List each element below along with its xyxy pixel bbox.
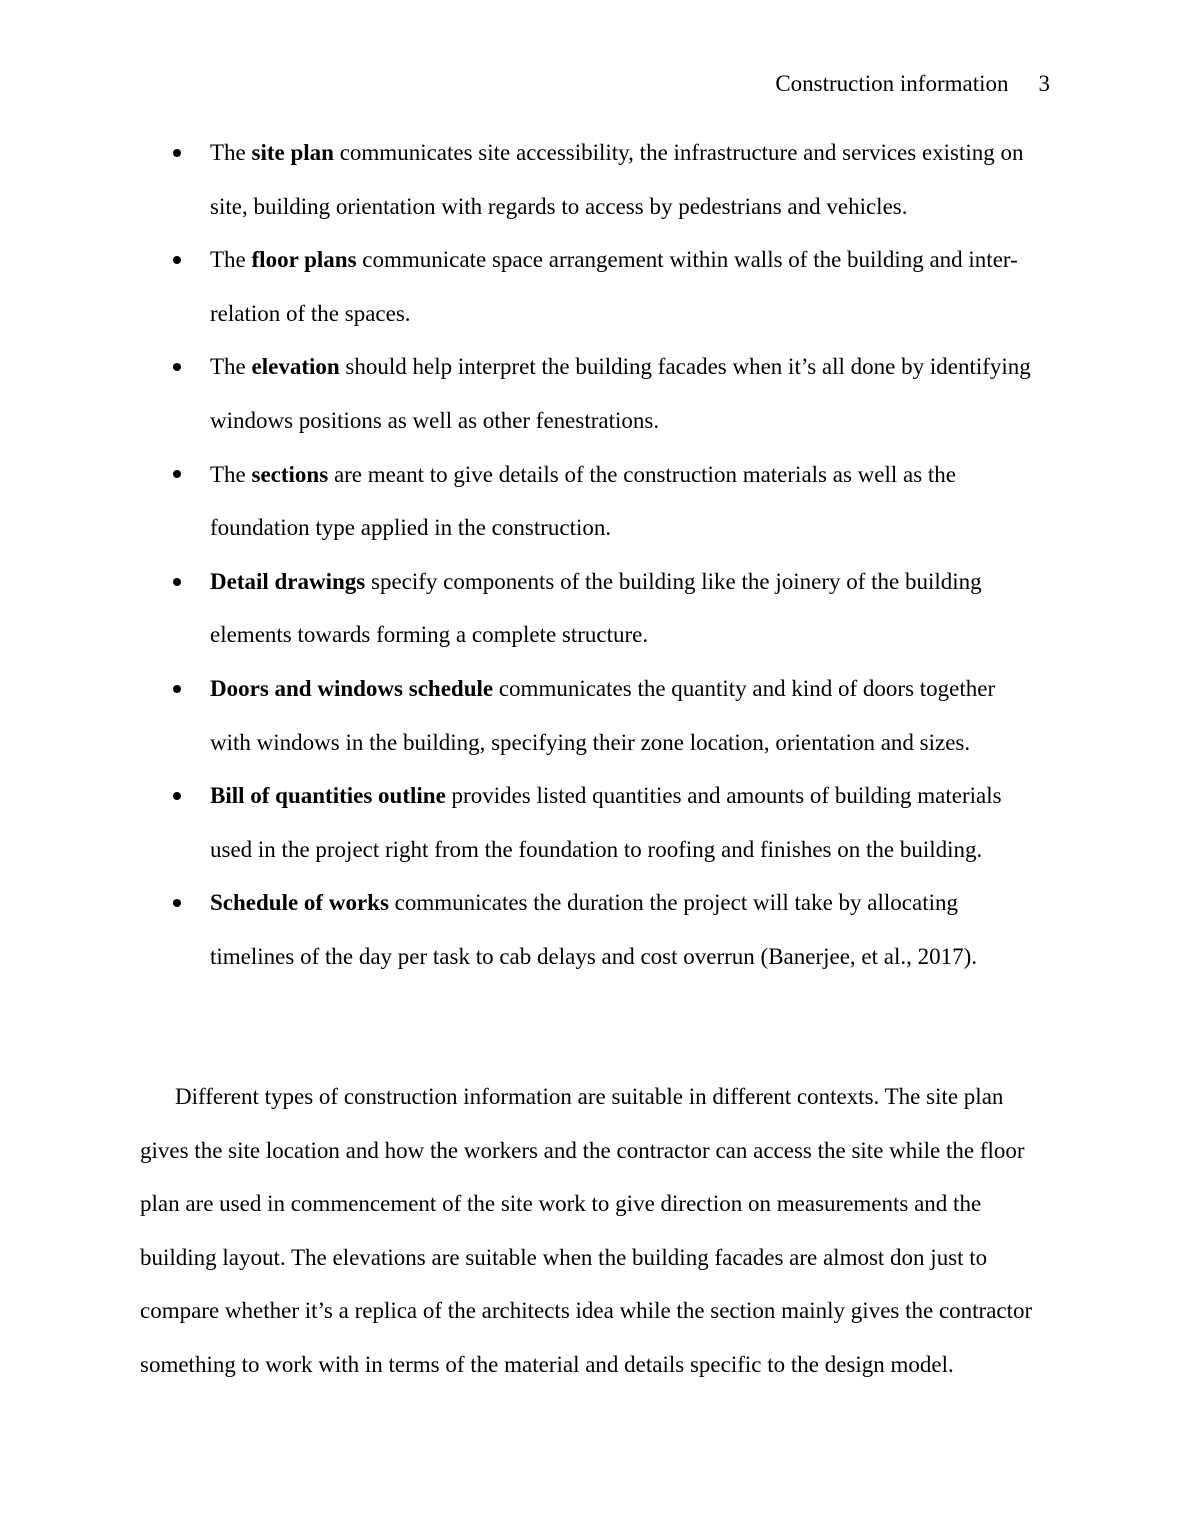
bullet-line	[210, 662, 995, 716]
bullet-icon	[173, 233, 187, 287]
bullet-line	[210, 876, 958, 930]
bullet-icon	[173, 662, 187, 716]
bullet-icon	[173, 340, 187, 394]
bullet-term: sections	[251, 461, 329, 487]
page-number: 3	[1038, 71, 1050, 96]
paragraph-line: gives the site location and how the workers and the contractor can access the site while the floor	[140, 1137, 1025, 1163]
paragraph-line: Different types of construction information are suitable in different contexts. The site plan	[175, 1084, 1004, 1109]
bullet-text: should help interpret the building facades when it’s all done by identifying	[339, 354, 1031, 380]
bullet-term: Schedule of works	[210, 890, 389, 916]
paragraph-line: something to work with in terms of the material and details specific to the design model.	[140, 1352, 954, 1377]
running-header	[775, 70, 1050, 98]
bullet-line	[210, 448, 956, 502]
bullet-line	[210, 769, 1002, 823]
bullet-term: site plan	[251, 140, 334, 165]
bullet-term: elevation	[251, 354, 340, 380]
bullet-icon	[173, 769, 187, 823]
paragraph-line: compare whether it’s a replica of the architects idea while the section mainly gives the contractor	[140, 1298, 1033, 1324]
paragraph-line: plan are used in commencement of the site work to give direction on measurements and the	[140, 1191, 982, 1217]
bullet-line-continued: timelines of the day per task to cab delays and cost overrun (Banerjee, et al., 2017).	[210, 944, 978, 969]
bullet-text: communicate space arrangement within walls of the building and inter-	[356, 247, 1018, 273]
bullet-line-continued: used in the project right from the foundation to roofing and finishes on the building.	[210, 836, 983, 862]
bullet-icon	[173, 876, 187, 930]
bullet-line	[210, 555, 982, 609]
header-title: Construction information	[775, 71, 1009, 96]
bullet-prefix: The	[210, 354, 252, 380]
bullet-term: Doors and windows schedule	[210, 676, 494, 701]
bullet-line	[210, 126, 1024, 180]
bullet-prefix: The	[210, 461, 252, 487]
bullet-prefix: The	[210, 140, 252, 165]
bullet-text: are meant to give details of the construction materials as well as the	[328, 461, 957, 487]
bullet-text: provides listed quantities and amounts of building materials	[445, 783, 1002, 809]
bullet-term: Detail drawings	[210, 568, 366, 594]
bullet-text: communicates the quantity and kind of doors together	[493, 676, 996, 701]
paragraph-line: building layout. The elevations are suitable when the building facades are almost don just to	[140, 1244, 988, 1270]
bullet-icon	[173, 448, 187, 502]
bullet-text: communicates the duration the project will take by allocating	[388, 890, 958, 916]
bullet-line	[210, 233, 1018, 287]
bullet-line-continued: with windows in the building, specifying their zone location, orientation and sizes.	[210, 729, 971, 755]
bullet-line-continued: windows positions as well as other fenestrations.	[210, 408, 660, 433]
bullet-icon	[173, 126, 187, 180]
bullet-term: Bill of quantities outline	[210, 783, 446, 809]
bullet-line-continued: site, building orientation with regards to access by pedestrians and vehicles.	[210, 193, 908, 219]
bullet-text: specify components of the building like the joinery of the building	[365, 568, 982, 594]
bullet-line-continued: elements towards forming a complete structure.	[210, 622, 649, 648]
bullet-line-continued: relation of the spaces.	[210, 300, 411, 326]
bullet-prefix: The	[210, 247, 252, 273]
bullet-line-continued: foundation type applied in the construction.	[210, 515, 612, 541]
bullet-line	[210, 340, 1031, 394]
bullet-term: floor plans	[251, 247, 357, 273]
bullet-icon	[173, 555, 187, 609]
bullet-text: communicates site accessibility, the infrastructure and services existing on	[333, 140, 1024, 165]
